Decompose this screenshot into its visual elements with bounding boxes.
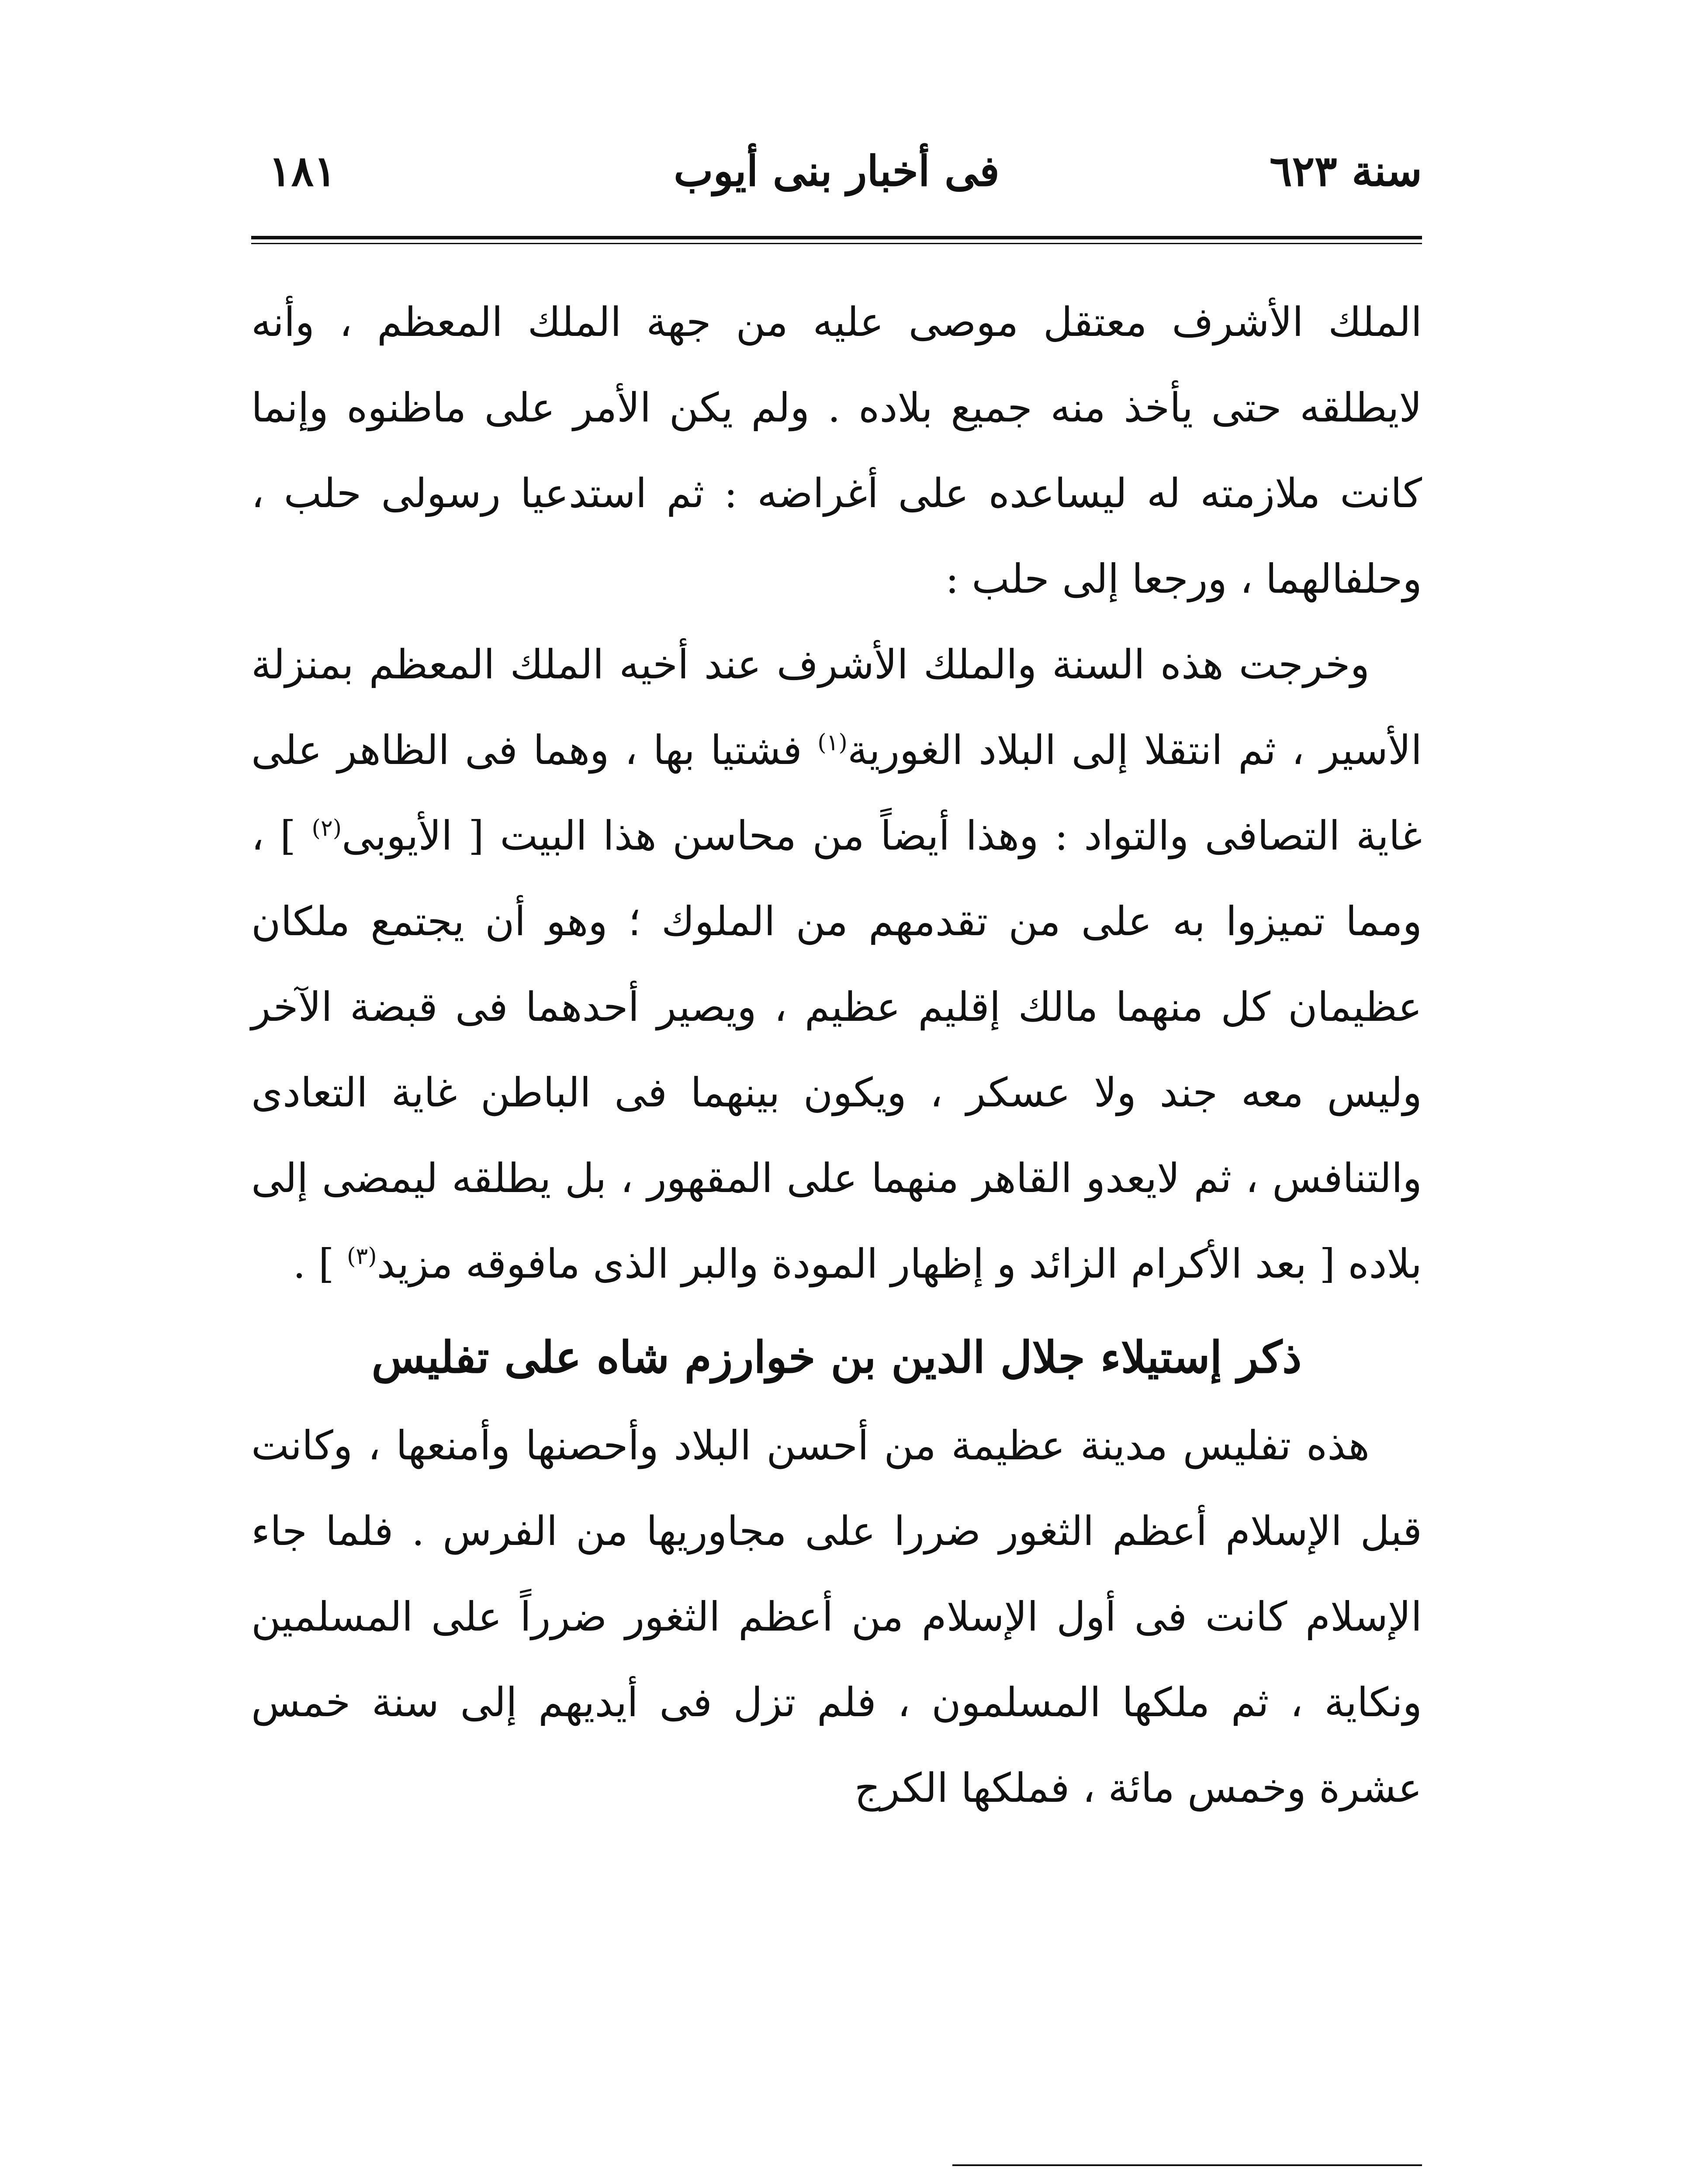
header-year: سنة ٦٢٣ (1270, 146, 1422, 196)
footnote-rule (952, 2164, 1422, 2166)
running-header (251, 146, 1422, 212)
body-text (251, 280, 1422, 1831)
paragraph-continued: الملك الأشرف معتقل موصى عليه من جهة الملك المعظم ، وأنه لايطلقه حتى يأخذ منه جميع بلاده . ولم يكن الأمر على ماظنوه وإنما كانت ملازمته له ليساعده على أغراضه : ثم استدعيا رسولى حلب ، وحلفالهما ، ورجعا إلى حلب : (251, 299, 1422, 602)
header-title: فى أخبار بنى أيوب (674, 146, 1000, 196)
page-number: ١٨١ (269, 146, 336, 196)
paragraph-text: فشتيا بها ، وهما فى الظاهر على غاية التصافى والتواد : وهذا أيضاً من محاسن هذا البيت [ الأيوبى (251, 727, 1422, 859)
header-rule (251, 236, 1422, 239)
section-heading: ذكر إستيلاء جلال الدين بن خوارزم شاه على تفليس (371, 1331, 1302, 1383)
section-paragraph: هذه تفليس مدينة عظيمة من أحسن البلاد وأحصنها وأمنعها ، وكانت قبل الإسلام أعظم الثغور ضررا على مجاوريها من الفرس . فلما جاء الإسلام كانت فى أول الإسلام من أعظم الثغور ضرراً على المسلمين ونكاية ، ثم ملكها المسلمون ، فلم تزل فى أيديهم إلى سنة خمس عشرة وخمس مائة ، فملكها الكرج (251, 1422, 1422, 1811)
paragraph-text: ] ، ومما تميزوا به على من تقدمهم من الملوك ؛ وهو أن يجتمع ملكان عظيمان كل منهما مالك إقليم عظيم ، ويصير أحدهما فى قبضة الآخر وليس معه جند ولا عسكر ، ويكون بينهما فى الباطن غاية التعادى والتنافس ، ثم لايعدو القاهر منهما على المقهور ، بل يطلقه ليمضى إلى بلاده [ بعد الأكرام الزائد و إظهار المودة والبر الذى مافوقه مزيد (251, 812, 1422, 1287)
paragraph-main (251, 622, 1422, 1307)
footnote-ref-2: (٢) (311, 815, 342, 842)
footnote-ref-3: (٣) (346, 1243, 377, 1270)
footnote-ref-1: (١) (817, 729, 848, 756)
paragraph-text: ] . (293, 1241, 347, 1287)
paragraph-text: وخرجت هذه السنة والملك الأشرف عند أخيه الملك المعظم بمنزلة الأسير ، ثم انتقلا إلى البلاد الغورية (251, 641, 1422, 774)
